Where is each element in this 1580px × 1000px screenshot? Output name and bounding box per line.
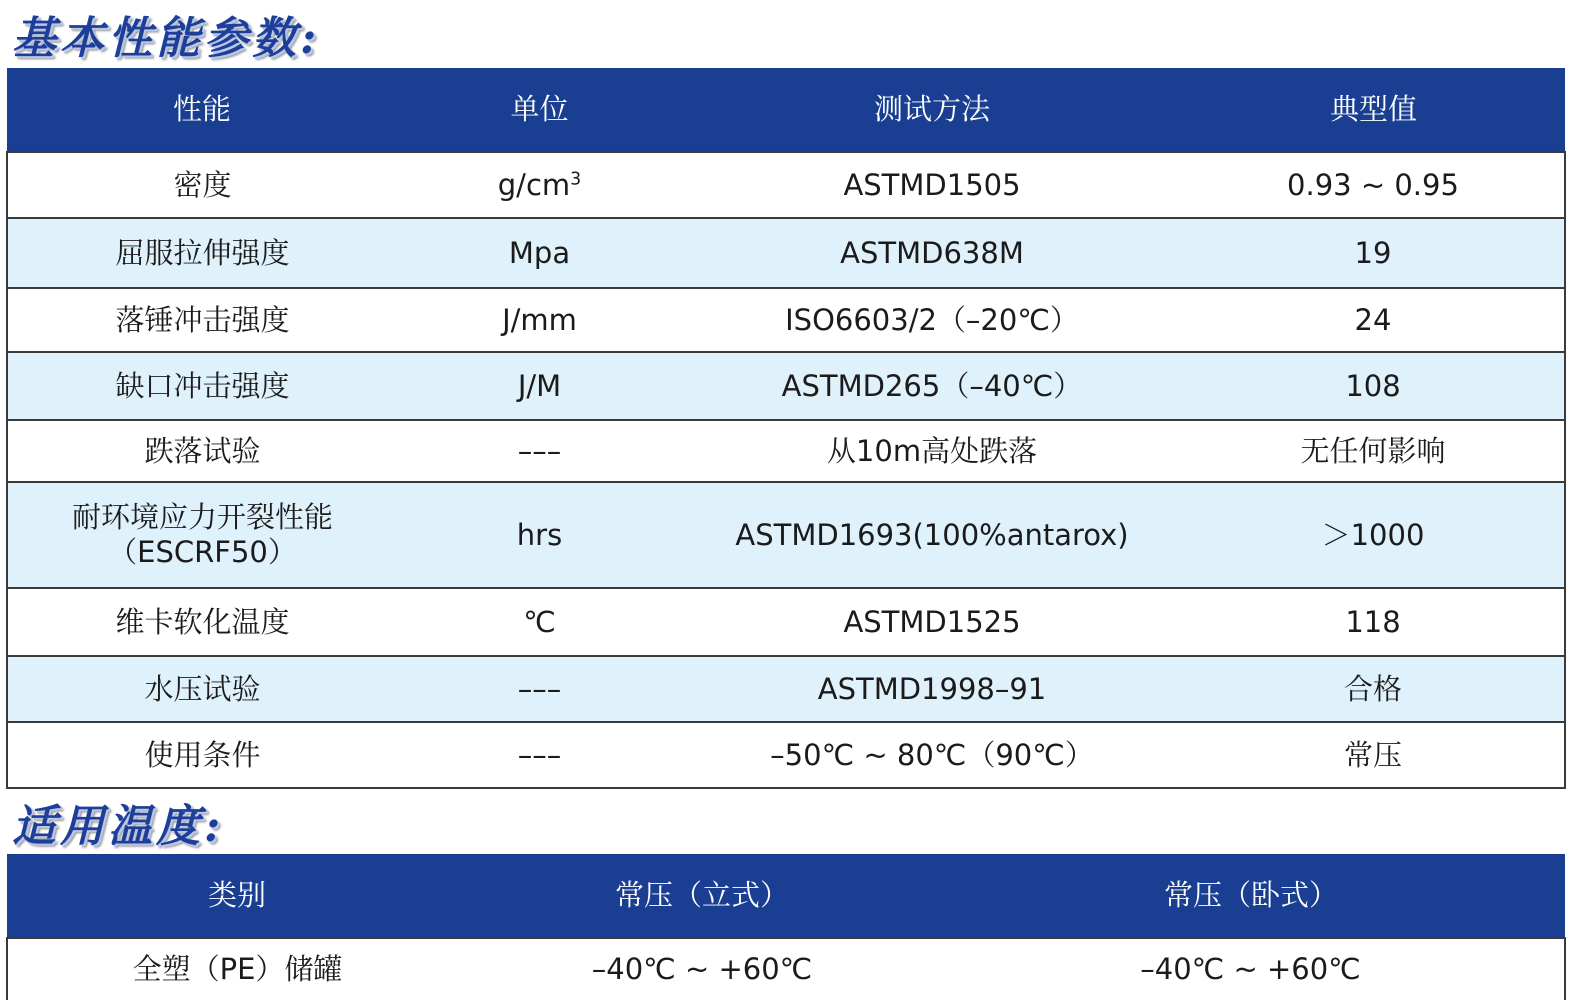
cell-method: –50℃ ~ 80℃（90℃） xyxy=(682,722,1182,788)
cell-property: 密度 xyxy=(7,152,397,218)
cell-unit: ––– xyxy=(397,722,682,788)
properties-table-header xyxy=(7,68,1565,152)
cell-value: 无任何影响 xyxy=(1182,420,1565,482)
cell-method: ASTMD1505 xyxy=(682,152,1182,218)
table-row xyxy=(7,722,1565,788)
cell-unit: $g/cm^3$ xyxy=(397,152,682,218)
cell-property-line2: （ESCRF50） xyxy=(108,535,297,569)
temperature-table-header xyxy=(7,854,1565,938)
header-category: 类别 xyxy=(7,854,467,938)
table-row xyxy=(7,218,1565,288)
temperature-table xyxy=(6,854,1566,1000)
header-horizontal: 常压（卧式） xyxy=(937,854,1565,938)
cell-method: ISO6603/2（–20℃） xyxy=(682,288,1182,352)
cell-value: 0.93 ~ 0.95 xyxy=(1182,152,1565,218)
header-property: 性能 xyxy=(7,68,397,152)
cell-value: 108 xyxy=(1182,352,1565,420)
cell-unit: hrs xyxy=(397,482,682,588)
cell-method: ASTMD638M xyxy=(682,218,1182,288)
cell-property: 使用条件 xyxy=(7,722,397,788)
table-row xyxy=(7,420,1565,482)
section-title-temperature: 适用温度: xyxy=(12,801,225,852)
table-row xyxy=(7,152,1565,218)
cell-property: 水压试验 xyxy=(7,656,397,722)
cell-category: 全塑（PE）储罐 xyxy=(7,938,467,1000)
cell-unit: ℃ xyxy=(397,588,682,656)
cell-value: 合格 xyxy=(1182,656,1565,722)
table-row xyxy=(7,588,1565,656)
cell-value: 24 xyxy=(1182,288,1565,352)
table-row xyxy=(7,482,1565,588)
header-unit: 单位 xyxy=(397,68,682,152)
cell-unit: ––– xyxy=(397,656,682,722)
cell-unit: J/mm xyxy=(397,288,682,352)
table-row xyxy=(7,288,1565,352)
cell-property: 维卡软化温度 xyxy=(7,588,397,656)
cell-method: ASTMD1693(100%antarox) xyxy=(682,482,1182,588)
cell-property: 落锤冲击强度 xyxy=(7,288,397,352)
section-title-basic-properties: 基本性能参数: xyxy=(12,13,321,64)
header-vertical: 常压（立式） xyxy=(467,854,937,938)
header-typical-value: 典型值 xyxy=(1182,68,1565,152)
cell-method: ASTMD265（–40℃） xyxy=(682,352,1182,420)
cell-property xyxy=(7,482,397,588)
cell-value: 118 xyxy=(1182,588,1565,656)
cell-unit: Mpa xyxy=(397,218,682,288)
cell-horizontal: –40℃ ~ +60℃ xyxy=(937,938,1565,1000)
cell-property: 屈服拉伸强度 xyxy=(7,218,397,288)
table-row xyxy=(7,352,1565,420)
cell-value: 19 xyxy=(1182,218,1565,288)
header-test-method: 测试方法 xyxy=(682,68,1182,152)
cell-property-line1: 耐环境应力开裂性能 xyxy=(71,500,333,535)
cell-value: ＞1000 xyxy=(1182,482,1565,588)
cell-vertical: –40℃ ~ +60℃ xyxy=(467,938,937,1000)
cell-property: 跌落试验 xyxy=(7,420,397,482)
cell-method: ASTMD1998–91 xyxy=(682,656,1182,722)
cell-method: 从10m高处跌落 xyxy=(682,420,1182,482)
cell-property: 缺口冲击强度 xyxy=(7,352,397,420)
table-row xyxy=(7,938,1565,1000)
cell-unit: ––– xyxy=(397,420,682,482)
properties-table xyxy=(6,68,1566,789)
cell-unit: J/M xyxy=(397,352,682,420)
cell-method: ASTMD1525 xyxy=(682,588,1182,656)
table-row xyxy=(7,656,1565,722)
cell-value: 常压 xyxy=(1182,722,1565,788)
